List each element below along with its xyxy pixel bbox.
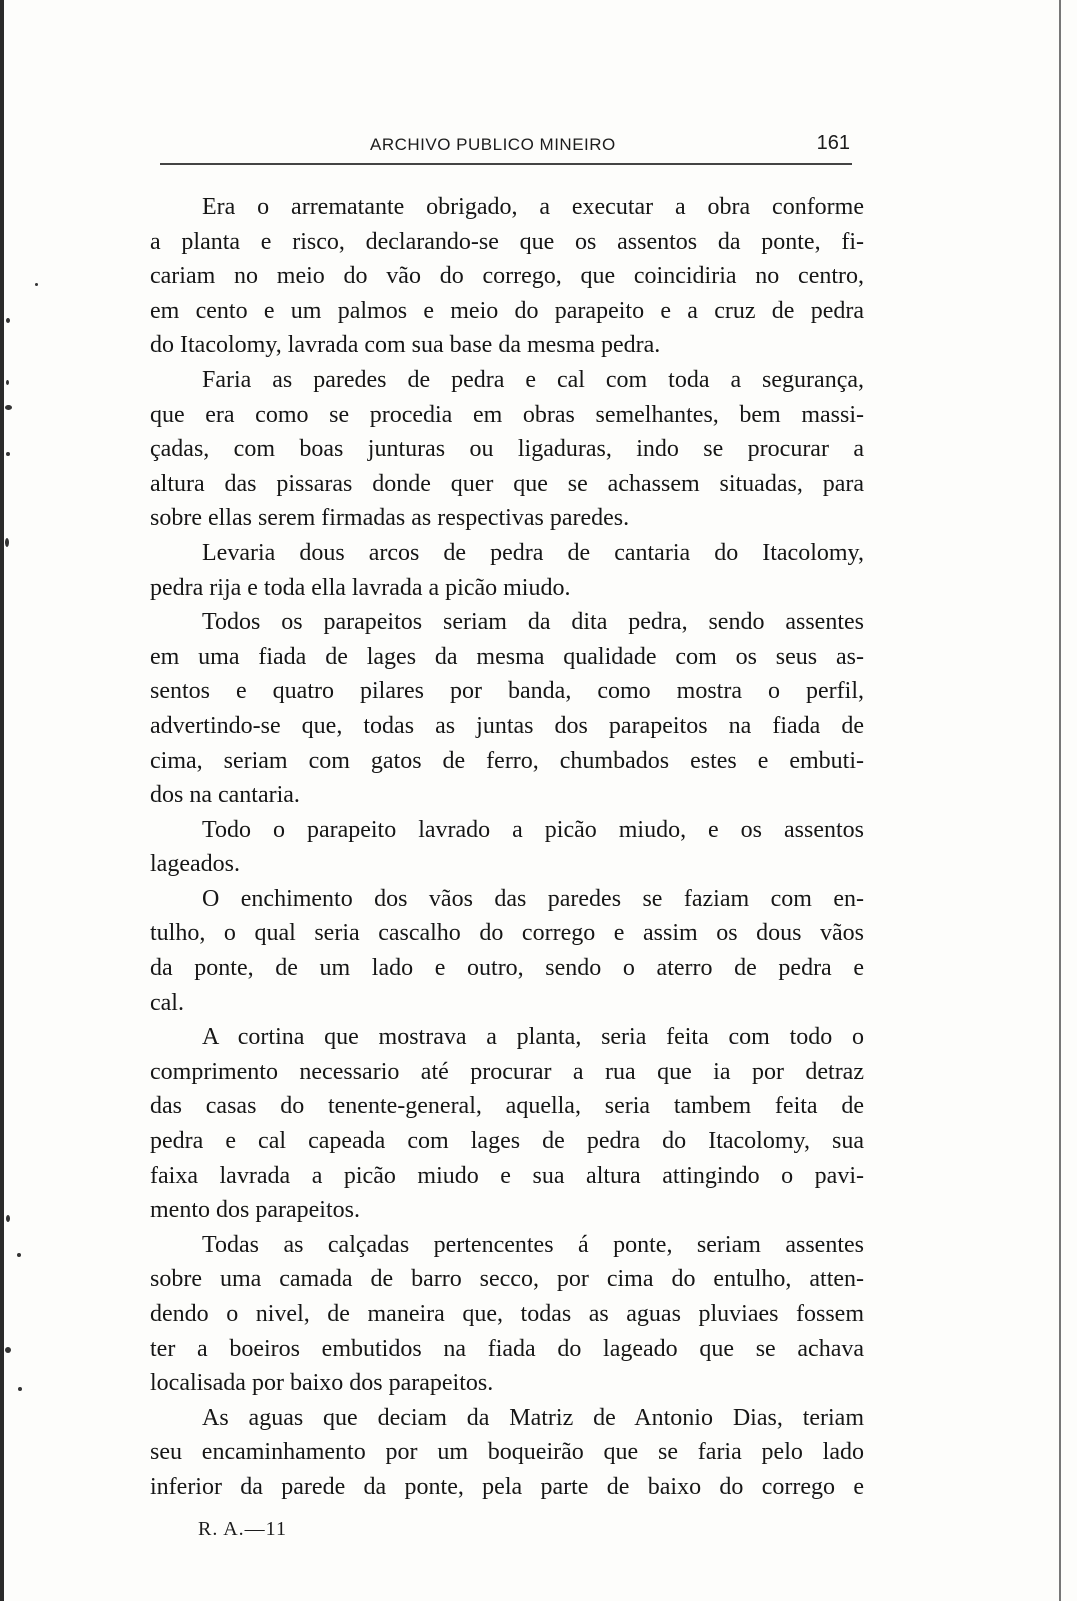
text-line: faixa lavrada a picão miudo e sua altura attingindo o pavi- — [150, 1162, 864, 1189]
text-line: Era o arrematante obrigado, a executar a obra conforme — [202, 194, 864, 220]
text-line: ter a boeiros embutidos na fiada do lageado que se achava — [150, 1335, 864, 1362]
text-line: que era como se procedia em obras semelhantes, bem massi- — [150, 401, 864, 428]
text-line: das casas do tenente-general, aquella, seria tambem feita de — [150, 1093, 864, 1120]
page-edge-right — [1059, 0, 1061, 1601]
text-line: Todos os parapeitos seriam da dita pedra, sendo assentes — [202, 609, 864, 636]
scan-speck — [17, 1253, 21, 1257]
text-line: mento dos parapeitos. — [150, 1197, 360, 1224]
text-line: çadas, com boas junturas ou ligaduras, indo se procurar a — [150, 436, 864, 463]
scan-speck — [5, 1347, 11, 1353]
running-title: ARCHIVO PUBLICO MINEIRO — [370, 135, 616, 154]
scan-speck — [18, 1387, 22, 1391]
text-line: O enchimento dos vãos das paredes se faziam com en- — [202, 885, 864, 912]
text-line: pedra e cal capeada com lages de pedra do Itacolomy, sua — [150, 1128, 864, 1155]
scan-speck — [6, 1215, 10, 1222]
text-line: em cento e um palmos e meio do parapeito e a cruz de pedra — [150, 297, 864, 324]
scan-speck — [6, 318, 10, 323]
text-line: localisada por baixo dos parapeitos. — [150, 1370, 494, 1397]
text-line: Todas as calçadas pertencentes á ponte, seriam assentes — [202, 1231, 864, 1258]
text-line: cima, seriam com gatos de ferro, chumbados estes e embuti- — [150, 747, 864, 774]
body-text — [150, 190, 864, 1505]
scan-speck — [35, 283, 38, 286]
text-line: comprimento necessario até procurar a rua que ia por detraz — [150, 1058, 864, 1085]
text-line: Levaria dous arcos de pedra de cantaria do Itacolomy, — [202, 539, 864, 566]
text-line: cariam no meio do vão do corrego, que coincidiria no centro, — [150, 263, 864, 290]
text-line: seu encaminhamento por um boqueirão que se faria pelo lado — [150, 1439, 864, 1466]
header-rule — [160, 163, 852, 165]
scan-speck — [5, 538, 9, 547]
text-line: As aguas que deciam da Matriz de Antonio Dias, teriam — [202, 1404, 864, 1431]
text-line: do Itacolomy, lavrada com sua base da mesma pedra. — [150, 332, 661, 359]
text-line: em uma fiada de lages da mesma qualidade com os seus as- — [150, 643, 864, 670]
scan-speck — [5, 405, 12, 410]
text-line: advertindo-se que, todas as juntas dos parapeitos na fiada de — [150, 712, 864, 739]
text-line: altura das pissaras donde quer que se achassem situadas, para — [150, 470, 864, 497]
text-line: sobre uma camada de barro secco, por cima do entulho, atten- — [150, 1266, 864, 1293]
text-line: a planta e risco, declarando-se que os assentos da ponte, fi- — [150, 228, 864, 255]
scan-speck — [6, 452, 10, 456]
text-line: Todo o parapeito lavrado a picão miudo, e os assentos — [202, 816, 864, 843]
text-line: dos na cantaria. — [150, 782, 300, 809]
page-edge-left — [0, 0, 4, 1601]
text-line: pedra rija e toda ella lavrada a picão miudo. — [150, 574, 571, 601]
running-header — [150, 125, 860, 165]
text-line: A cortina que mostrava a planta, seria feita com todo o — [202, 1024, 864, 1051]
scan-speck — [6, 380, 9, 385]
text-line: cal. — [150, 989, 184, 1016]
text-line: lageados. — [150, 851, 240, 878]
text-line: tulho, o qual seria cascalho do corrego e assim os dous vãos — [150, 920, 864, 947]
text-line: da ponte, de um lado e outro, sendo o aterro de pedra e — [150, 955, 864, 982]
text-line: Faria as paredes de pedra e cal com toda a segurança, — [202, 366, 864, 393]
text-line: inferior da parede da ponte, pela parte de baixo do corrego e — [150, 1473, 864, 1500]
text-line: sobre ellas serem firmadas as respectivas paredes. — [150, 505, 630, 532]
page-number: 161 — [816, 132, 850, 154]
signature-mark: R. A.—11 — [198, 1518, 287, 1540]
text-line: dendo o nivel, de maneira que, todas as aguas pluviaes fossem — [150, 1301, 864, 1327]
text-line: sentos e quatro pilares por banda, como mostra o perfil, — [150, 678, 864, 705]
